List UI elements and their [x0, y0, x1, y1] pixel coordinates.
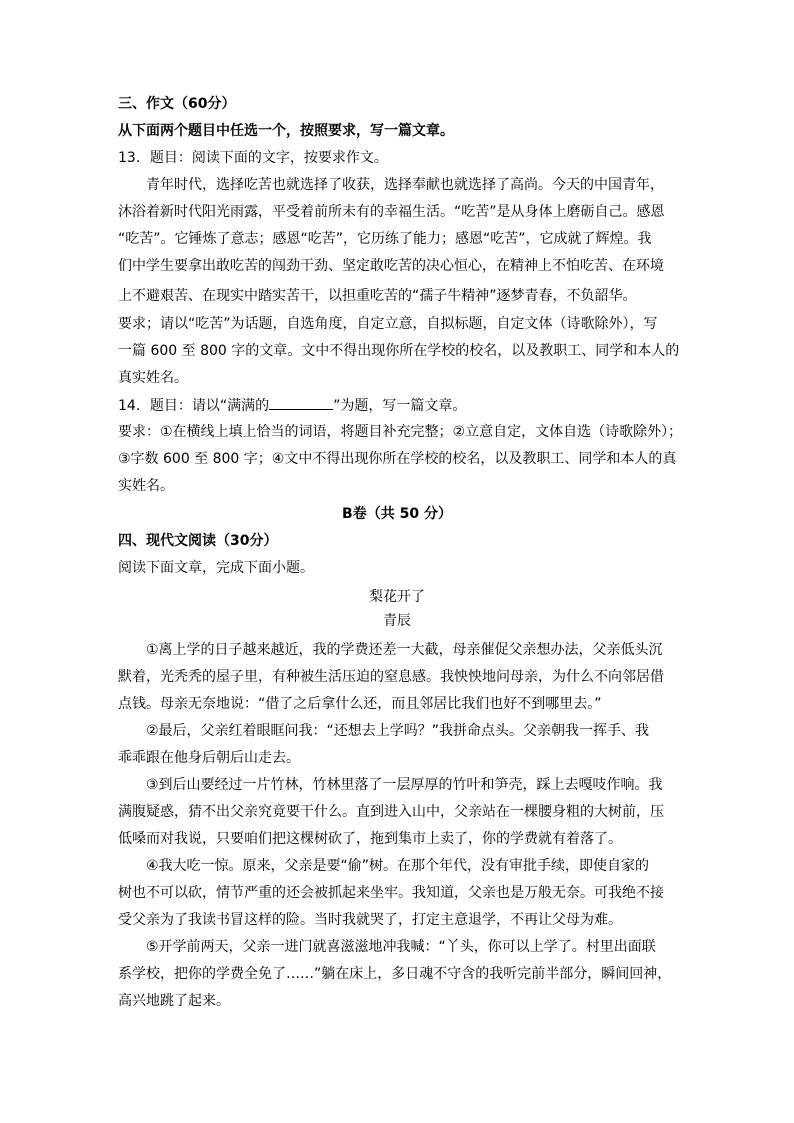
paragraph-line: ⑤开学前两天，父亲一进门就喜滋滋地冲我喊：“丫头，你可以上学了。村里出面联 [146, 939, 656, 955]
paragraph-line: ④我大吃一惊。原来，父亲是要“偷”树。在那个年代，没有审批手续，即使自家的 [146, 858, 650, 874]
paragraph-line: 系学校，把你的学费全免了……”躺在床上，多日魂不守含的我听完前半部分，瞬间回神， [118, 966, 672, 982]
section3-instruction: 从下面两个题目中任选一个，按照要求，写一篇文章。 [118, 123, 454, 139]
paragraph-line: 树也不可以砍，情节严重的还会被抓起来坐牢。我知道，父亲也是万般无奈。可我绝不接 [118, 885, 664, 901]
article-author: 青辰 [383, 613, 411, 629]
q14-title-after: ”为题，写一篇文章。 [333, 398, 467, 414]
section4-instruction: 阅读下面文章，完成下面小题。 [118, 560, 314, 576]
fill-in-blank [269, 395, 333, 410]
q13-requirement-line: 一篇 600 至 800 字的文章。文中不得出现你所在学校的校名，以及教职工、同学和本人的 [118, 343, 680, 359]
paragraph-line: 高兴地跳了起来。 [118, 993, 230, 1009]
paragraph-line: 满腹疑惑，猜不出父亲究竟要干什么。直到进入山中，父亲站在一棵腰身粗的大树前，压 [118, 804, 664, 820]
volume-b-heading: B卷（共 50 分） [342, 506, 452, 522]
q13-requirement-line: 真实姓名。 [118, 370, 188, 386]
q14-requirement-line: 要求：①在横线上填上恰当的词语，将题目补充完整；②立意自定，文体自选（诗歌除外）； [118, 424, 683, 440]
q14-title-before: 14．题目：请以“满满的 [118, 398, 270, 414]
q14-title [118, 395, 698, 416]
q13-passage-line: 上不避艰苦、在现实中踏实苦干，以担重吃苦的“孺子牛精神”逐梦青春，不负韶华。 [118, 288, 637, 304]
paragraph-line: ①离上学的日子越来越近，我的学费还差一大截，母亲催促父亲想办法，父亲低头沉 [146, 642, 663, 658]
q14-requirement-line: ③字数 600 至 800 字；④文中不得出现你所在学校的校名，以及教职工、同学和本人的真 [118, 451, 677, 467]
paragraph-line: 低嗓而对我说，只要咱们把这棵树砍了，拖到集市上卖了，你的学费就有着落了。 [118, 831, 622, 847]
paragraph-line: 点钱。母亲无奈地说：“借了之后拿什么还，而且邻居比我们也好不到哪里去。” [118, 696, 602, 712]
paragraph-line: ③到后山要经过一片竹林，竹林里落了一层厚厚的竹叶和笋壳，踩上去嘎吱作响。我 [146, 777, 663, 793]
q13-requirement-line: 要求；请以“吃苦”为话题，自选角度，自定立意，自拟标题，自定文体（诗歌除外），写 [118, 316, 658, 332]
article-title: 梨花开了 [369, 589, 425, 605]
q13-passage-line: 沐浴着新时代阳光雨露，平受着前所未有的幸福生活。“吃苦”是从身体上磨砺自己。感恩 [118, 204, 665, 220]
paragraph-line: 受父亲为了我读书冒这样的险。当时我就哭了，打定主意退学，不再让父母为难。 [118, 912, 622, 928]
paragraph-line: 默着，光秃秃的屋子里，有种被生活压迫的窒息感。我怏怏地问母亲，为什么不向邻居借 [118, 669, 664, 685]
paragraph-line: 乖乖跟在他身后朝后山走去。 [118, 750, 300, 766]
section4-heading: 四、现代文阅读（30分） [118, 533, 278, 549]
q13-passage-line: 青年时代，选择吃苦也就选择了收获，选择奉献也就选择了高尚。今天的中国青年， [146, 177, 664, 193]
paragraph-line: ②最后，父亲红着眼眶问我：“还想去上学吗？”我拼命点头。父亲朝我一挥手、我 [146, 723, 650, 739]
q14-requirement-line: 实姓名。 [118, 478, 174, 494]
section3-heading: 三、作文（60分） [118, 96, 236, 112]
q13-passage-line: 们中学生要拿出敢吃苦的闯劲干劲、坚定敢吃苦的决心恒心，在精神上不怕吃苦、在环境 [118, 258, 664, 274]
q13-passage-line: “吃苦”。它锤炼了意志；感恩“吃苦”，它历练了能力；感恩“吃苦”，它成就了辉煌。我 [118, 231, 652, 247]
q13-title: 13．题目：阅读下面的文字，按要求作文。 [118, 150, 388, 166]
